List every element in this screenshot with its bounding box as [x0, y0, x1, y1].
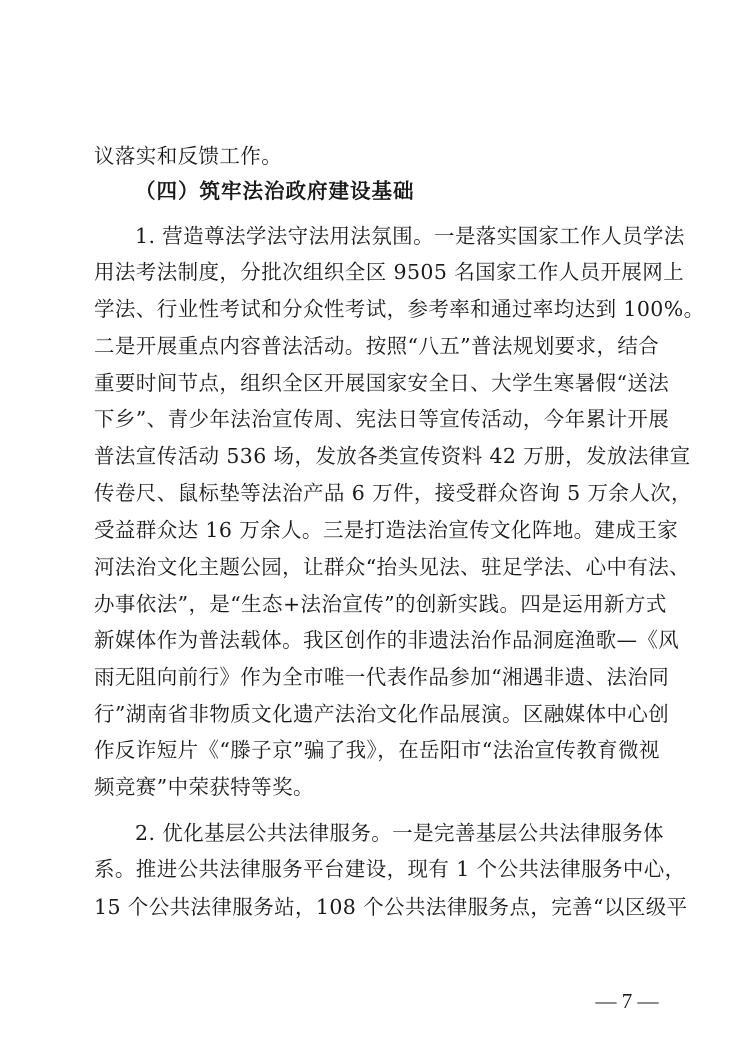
body-text-line: 15 个公共法律服务站，108 个公共法律服务点，完善“以区级平	[94, 895, 688, 919]
body-text-line: 作反诈短片《“滕子京”骗了我》，在岳阳市“法治宣传教育微视	[94, 738, 660, 762]
paragraph-heading-line: 1. 营造尊法学法守法用法氛围。一是落实国家工作人员学法	[135, 224, 685, 248]
body-text-line: 学法、行业性考试和分众性考试，参考率和通过率均达到 100%。	[94, 297, 705, 321]
body-text-line: 二是开展重点内容普法活动。按照“八五”普法规划要求，结合	[94, 334, 660, 358]
body-text-line: 受益群众达 16 万余人。三是打造法治宣传文化阵地。建成王家	[94, 518, 679, 542]
body-text-line: 用法考法制度，分批次组织全区 9505 名国家工作人员开展网上	[94, 260, 685, 284]
paragraph-heading-line: 2. 优化基层公共法律服务。一是完善基层公共法律服务体	[135, 821, 664, 845]
body-text-line: 新媒体作为普法载体。我区创作的非遗法治作品洞庭渔歌—《风	[94, 628, 680, 652]
body-text-line: 重要时间节点，组织全区开展国家安全日、大学生寒暑假“送法	[94, 371, 670, 395]
section-heading: （四）筑牢法治政府建设基础	[135, 179, 415, 203]
page-number: — 7 —	[595, 989, 659, 1013]
body-text-line: 办事依法”，是“生态+法治宣传”的创新实践。四是运用新方式	[94, 592, 667, 616]
body-text-line: 普法宣传活动 536 场，发放各类宣传资料 42 万册，发放法律宣	[94, 444, 691, 468]
body-text-line: 雨无阻向前行》作为全市唯一代表作品参加“湘遇非遗、法治同	[94, 665, 670, 689]
body-text-line: 河法治文化主题公园，让群众“抬头见法、驻足学法、心中有法、	[94, 555, 691, 579]
body-text-line: 传卷尺、鼠标垫等法治产品 6 万件，接受群众咨询 5 万余人次，	[94, 481, 692, 505]
body-text-line: 系。推进公共法律服务平台建设，现有 1 个公共法律服务中心，	[94, 857, 686, 881]
body-text-line: 议落实和反馈工作。	[94, 144, 283, 168]
body-text-line: 行”湖南省非物质文化遗产法治文化作品展演。区融媒体中心创	[94, 702, 670, 726]
body-text-line: 下乡”、青少年法治宣传周、宪法日等宣传活动，今年累计开展	[94, 407, 670, 431]
body-text-line: 频竞赛”中荣获特等奖。	[94, 775, 314, 799]
